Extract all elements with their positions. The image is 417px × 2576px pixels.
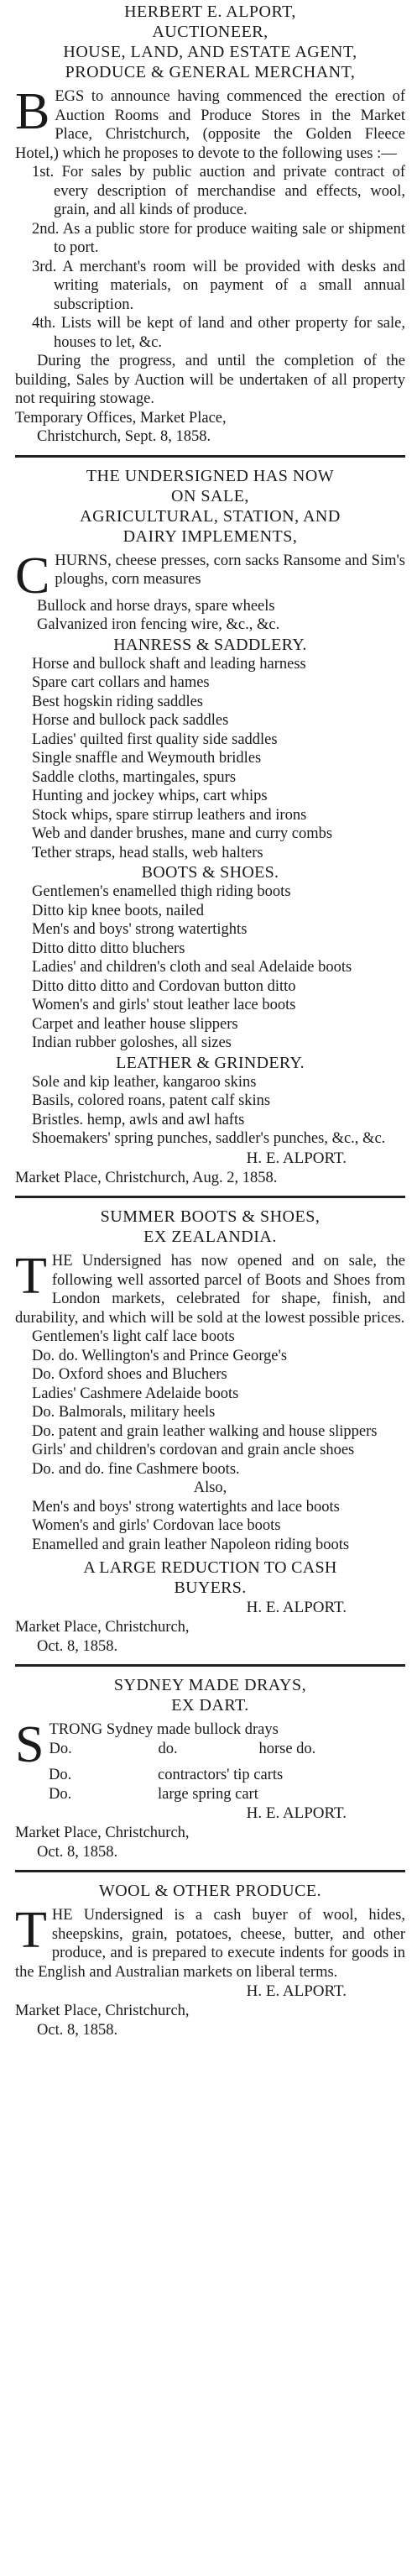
ad4-row-col-2: do. <box>158 1740 178 1757</box>
ad3-reduction-line-2: BUYERS. <box>174 1579 247 1597</box>
ad2-saddlery-item: Ladies' quilted first quality side saddles <box>32 730 278 748</box>
ad2-dropcap: C <box>15 551 50 597</box>
ad1-header-line-4: PRODUCE & GENERAL MERCHANT, <box>65 63 356 81</box>
ad3-item: Ladies' Cashmere Adelaide boots <box>32 1385 239 1402</box>
ad3-footer-1: Market Place, Christchurch, <box>15 1619 190 1636</box>
ad2-intro-text: HURNS, cheese presses, corn sacks Ransome and Sim's ploughs, corn measures <box>55 552 405 588</box>
ad2-saddlery-item: Tether straps, head stalls, web halters <box>32 844 263 861</box>
ad2-saddlery-item: Saddle cloths, martingales, spurs <box>32 768 237 786</box>
ad4-dropcap: S <box>15 1720 44 1766</box>
ad4-row-col-1: Do. <box>49 1785 72 1803</box>
ad2-leather-item: Basils, colored roans, patent calf skins <box>32 1092 271 1109</box>
ad4-row <box>49 1740 405 1759</box>
ad4-row-col-1: Do. <box>49 1740 72 1757</box>
ad2-saddlery-item: Horse and bullock shaft and leading harness <box>32 655 306 673</box>
ad1-footer-1: Temporary Offices, Market Place, <box>15 409 227 427</box>
ad3-item: Do. do. Wellington's and Prince George's <box>32 1347 288 1364</box>
ad2-header-line-2: ON SALE, <box>171 486 249 505</box>
ad2-boots-item: Ditto ditto ditto and Cordovan button ditto <box>32 977 296 995</box>
ad1-during: During the progress, and until the completion of the building, Sales by Auction will be undertaken of all property not requiring stowage. <box>15 353 405 407</box>
ad2-leather-item: Shoemakers' spring punches, saddler's punches, &c., &c. <box>32 1130 386 1147</box>
ad2-boots-item: Ditto kip knee boots, nailed <box>32 902 205 919</box>
ad1-use-3: 3rd. A merchant's room will be provided with desks and writing materials, on payment of a small annual subscription. <box>32 258 405 313</box>
ad2-boots-item: Indian rubber goloshes, all sizes <box>32 1034 232 1051</box>
ad2-signature: H. E. ALPORT. <box>246 1149 347 1167</box>
ad4-row-col-2: large spring cart <box>158 1785 258 1803</box>
advert-wool-produce <box>15 1872 405 2039</box>
ad2-subheading-leather: LEATHER & GRINDERY. <box>116 1053 305 1072</box>
ad3-also: Also, <box>193 1479 227 1496</box>
ad3-dropcap: T <box>15 1252 47 1305</box>
ad1-intro-text: EGS to announce having commenced the erection of Auction Rooms and Produce Stores in the Market Place, Christchurch, (opposite the Golden Fleece Hotel,) which he proposes to devote to the following uses :— <box>15 88 405 162</box>
ad3-item: Girls' and children's cordovan and grain ancle shoes <box>32 1442 355 1458</box>
ad2-boots-item: Carpet and leather house slippers <box>32 1015 238 1033</box>
ad2-saddlery-item: Stock whips, spare stirrup leathers and irons <box>32 806 307 824</box>
ad4-signature: H. E. ALPORT. <box>246 1804 347 1822</box>
ad5-footer-2: Oct. 8, 1858. <box>37 2021 118 2039</box>
ad3-header-line-1: SUMMER BOOTS & SHOES, <box>100 1207 321 1226</box>
ad3-item: Women's and girls' Cordovan lace boots <box>32 1517 281 1534</box>
ad2-line: Bullock and horse drays, spare wheels <box>37 597 275 615</box>
ad2-boots-item: Gentlemen's enamelled thigh riding boots <box>32 883 291 900</box>
ad1-header-line-3: HOUSE, LAND, AND ESTATE AGENT, <box>63 43 357 61</box>
ad5-signature: H. E. ALPORT. <box>246 1982 347 2000</box>
ad2-saddlery-item: Horse and bullock pack saddles <box>32 712 229 729</box>
ad4-row <box>15 1766 405 1785</box>
ad2-boots-item: Men's and boys' strong watertights <box>32 921 248 938</box>
advert-sydney-drays <box>15 1667 405 1861</box>
ad3-item: Do. and do. fine Cashmere boots. <box>32 1460 240 1478</box>
ad4-intro-text: TRONG Sydney made bullock drays <box>49 1721 279 1738</box>
ad3-intro <box>15 1252 405 1327</box>
ad2-subheading-boots: BOOTS & SHOES. <box>141 863 279 882</box>
ad3-signature: H. E. ALPORT. <box>246 1599 347 1616</box>
ad1-intro <box>15 87 405 163</box>
ad2-footer: Market Place, Christchurch, Aug. 2, 1858. <box>15 1169 278 1186</box>
ad1-use-4: 4th. Lists will be kept of land and other property for sale, houses to let, &c. <box>32 315 405 351</box>
ad5-footer-1: Market Place, Christchurch, <box>15 2003 190 2019</box>
ad1-footer-2: Christchurch, Sept. 8, 1858. <box>37 428 211 445</box>
ad3-item: Gentlemen's light calf lace boots <box>32 1328 235 1345</box>
ad3-reduction-line-1: A LARGE REDUCTION TO CASH <box>83 1558 337 1577</box>
ad2-saddlery-item: Best hogskin riding saddles <box>32 693 204 710</box>
ad5-dropcap: T <box>15 1906 47 1959</box>
ad3-item: Men's and boys' strong watertights and lace boots <box>32 1498 340 1516</box>
ad2-boots-item: Women's and girls' stout leather lace boots <box>32 997 296 1013</box>
ad2-saddlery-item: Single snaffle and Weymouth bridles <box>32 750 262 767</box>
ad3-item: Do. Oxford shoes and Bluchers <box>32 1366 227 1383</box>
ad2-header-line-1: THE UNDERSIGNED HAS NOW <box>86 466 335 485</box>
advert-summer-boots <box>15 1198 405 1656</box>
ad2-leather-item: Bristles. hemp, awls and awl hafts <box>32 1111 245 1128</box>
ad2-intro <box>15 552 405 597</box>
ad2-saddlery-item: Spare cart collars and hames <box>32 674 210 691</box>
ad4-row-col-3: horse do. <box>258 1740 316 1757</box>
ad2-subheading-saddlery: HANRESS & SADDLERY. <box>113 635 307 654</box>
ad1-header-line-1: HERBERT E. ALPORT, <box>124 3 296 21</box>
ad4-intro <box>15 1720 405 1766</box>
ad2-boots-item: Ladies' and children's cloth and seal Adelaide boots <box>32 959 352 976</box>
ad2-saddlery-item: Web and dander brushes, mane and curry combs <box>32 825 333 842</box>
ad5-header-line-1: WOOL & OTHER PRODUCE. <box>98 1882 322 1900</box>
ad2-header-line-3: AGRICULTURAL, STATION, AND <box>80 506 341 526</box>
ad4-row-col-2: contractors' tip carts <box>158 1767 284 1783</box>
ad4-row <box>15 1785 405 1804</box>
advert-alport-auctioneer <box>15 0 405 447</box>
ad3-item: Do. Balmorals, military heels <box>32 1404 216 1421</box>
ad4-row-col-1: Do. <box>49 1767 72 1783</box>
ad4-header-line-1: SYDNEY MADE DRAYS, <box>113 1676 307 1694</box>
ad3-item: Do. patent and grain leather walking and house slippers <box>32 1422 378 1440</box>
ad3-footer-2: Oct. 8, 1858. <box>37 1637 118 1655</box>
ad5-intro-text: HE Undersigned is a cash buyer of wool, hides, sheepskins, grain, potatoes, cheese, butter, and other produce, and is prepared to execute indents for goods in the English and Australian markets on liberal terms. <box>15 1907 405 1981</box>
ad3-item: Enamelled and grain leather Napoleon riding boots <box>32 1536 350 1553</box>
ad3-intro-text: HE Undersigned has now opened and on sale, the following well assorted parcel of Boots and Shoes from London markets, celebrated for shape, finish, and durability, and which will be sold at the lowest possible prices. <box>15 1253 405 1327</box>
advert-implements <box>15 458 405 1188</box>
ad5-intro <box>15 1906 405 1982</box>
ad1-header-line-2: AUCTIONEER, <box>152 23 268 41</box>
ad2-leather-item: Sole and kip leather, kangaroo skins <box>32 1073 257 1091</box>
ad4-footer-2: Oct. 8, 1858. <box>37 1843 118 1861</box>
ad1-use-2: 2nd. As a public store for produce waiting sale or shipment to port. <box>32 220 405 256</box>
ad4-footer-1: Market Place, Christchurch, <box>15 1825 190 1841</box>
ad2-saddlery-item: Hunting and jockey whips, cart whips <box>32 788 268 804</box>
ad1-dropcap: B <box>15 87 50 140</box>
ad3-header-line-2: EX ZEALANDIA. <box>143 1228 277 1246</box>
ad2-header-line-4: DAIRY IMPLEMENTS, <box>122 526 298 546</box>
ad2-boots-item: Ditto ditto ditto bluchers <box>32 940 185 957</box>
ad2-line: Galvanized iron fencing wire, &c., &c. <box>37 616 280 633</box>
ad4-header-line-2: EX DART. <box>171 1696 249 1715</box>
ad1-use-1: 1st. For sales by public auction and private contract of every description of merchandise and effects, wool, grain, and all kinds of produce. <box>32 164 405 218</box>
